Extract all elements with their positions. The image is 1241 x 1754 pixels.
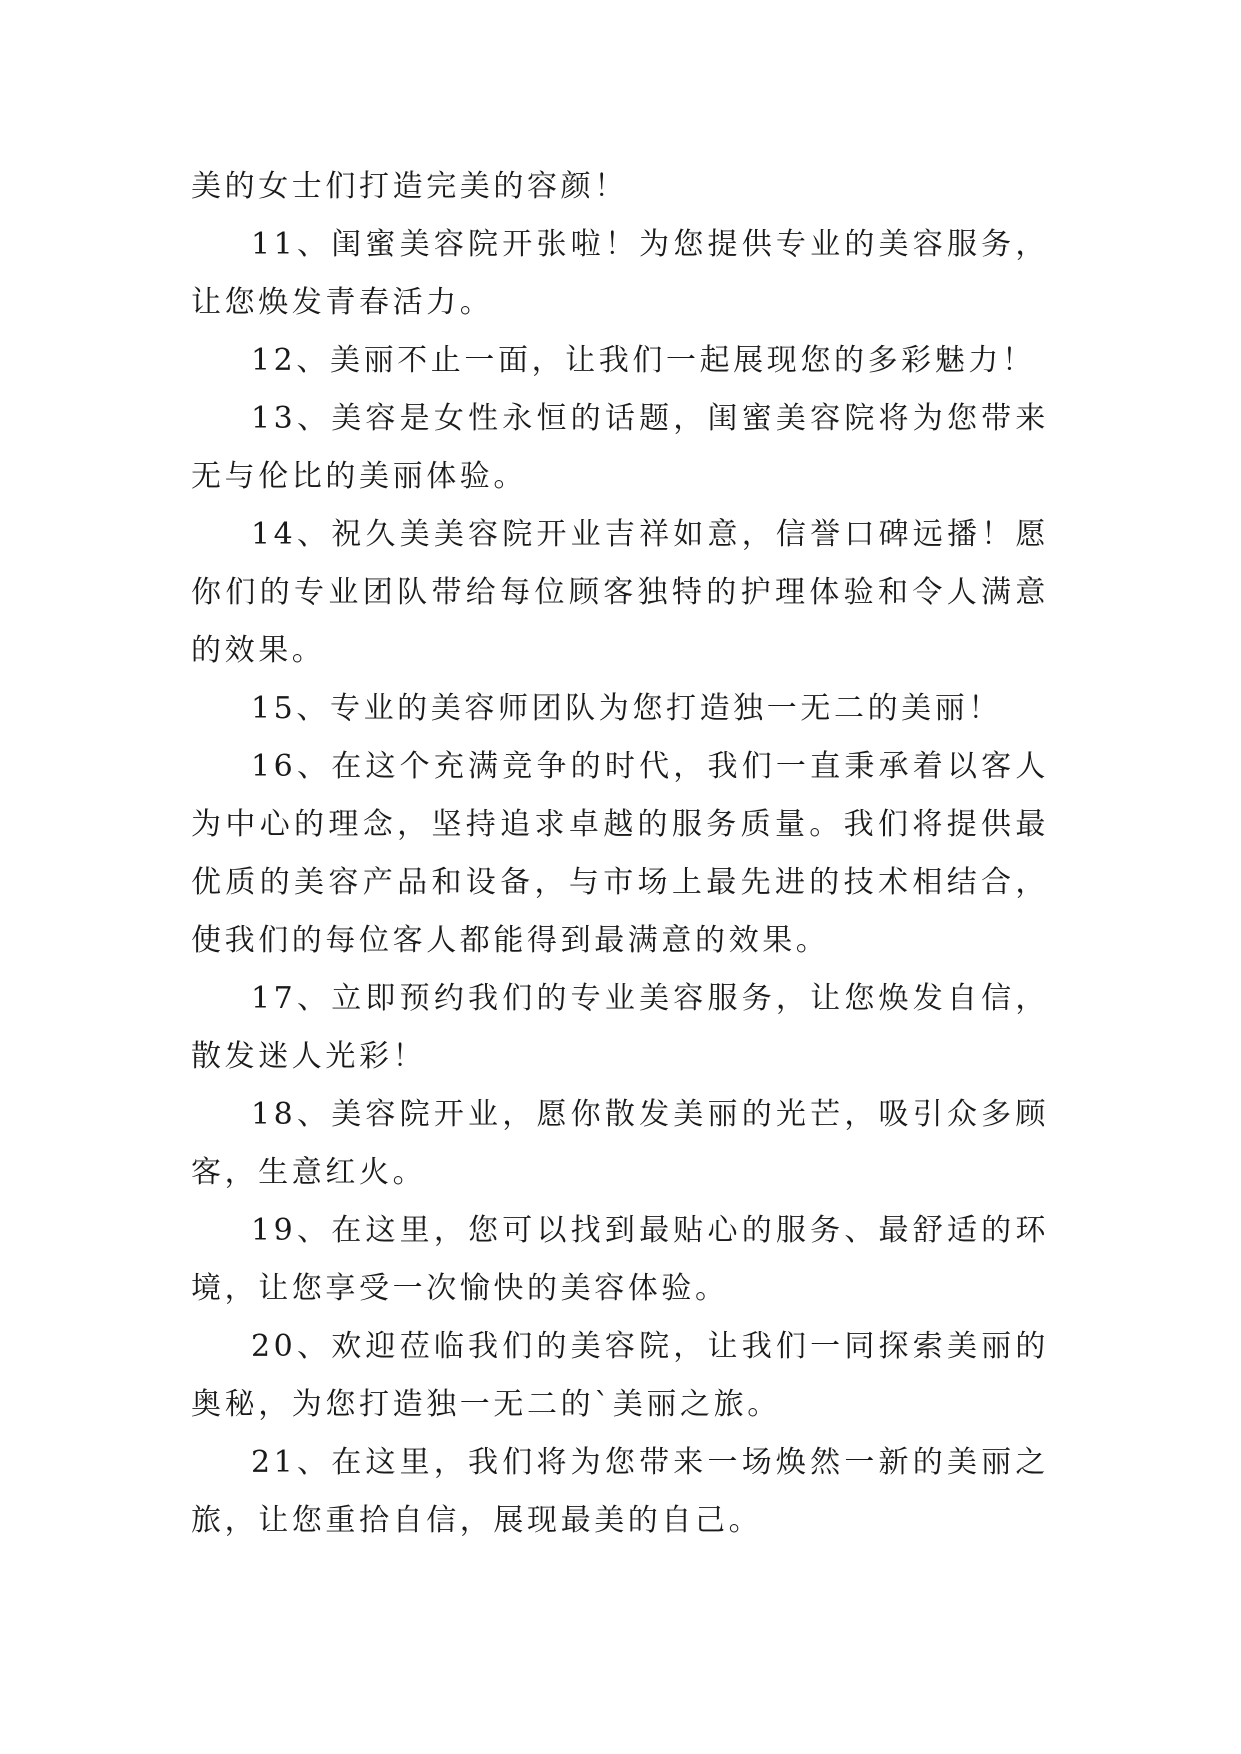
paragraph-continuation: 美的女士们打造完美的容颜！ <box>191 169 628 204</box>
paragraph-item-18: 18、美容院开业，愿你散发美丽的光芒，吸引众多顾客，生意红火。 <box>191 1097 1049 1190</box>
paragraph-item-19: 19、在这里，您可以找到最贴心的服务、最舒适的环境，让您享受一次愉快的美容体验。 <box>191 1213 1049 1306</box>
paragraph-item-20: 20、欢迎莅临我们的美容院，让我们一同探索美丽的奥秘，为您打造独一无二的`美丽之旅。 <box>191 1329 1049 1422</box>
paragraph-item-21: 21、在这里，我们将为您带来一场焕然一新的美丽之旅，让您重拾自信，展现最美的自己。 <box>191 1445 1049 1538</box>
paragraph-item-17: 17、立即预约我们的专业美容服务，让您焕发自信，散发迷人光彩！ <box>191 981 1049 1074</box>
paragraph-item-14: 14、祝久美美容院开业吉祥如意，信誉口碑远播！愿你们的专业团队带给每位顾客独特的护理体验和令人满意的效果。 <box>191 517 1049 668</box>
paragraph-item-11: 11、闺蜜美容院开张啦！为您提供专业的美容服务，让您焕发青春活力。 <box>191 227 1049 320</box>
paragraph-item-16: 16、在这个充满竞争的时代，我们一直秉承着以客人为中心的理念，坚持追求卓越的服务质量。我们将提供最优质的美容产品和设备，与市场上最先进的技术相结合，使我们的每位客人都能得到最满意的效果。 <box>191 749 1049 958</box>
paragraph-item-15: 15、专业的美容师团队为您打造独一无二的美丽！ <box>251 691 1002 726</box>
paragraph-item-13: 13、美容是女性永恒的话题，闺蜜美容院将为您带来无与伦比的美丽体验。 <box>191 401 1049 494</box>
paragraph-item-12: 12、美丽不止一面，让我们一起展现您的多彩魅力！ <box>251 343 1036 378</box>
document-body <box>191 158 1049 1550</box>
